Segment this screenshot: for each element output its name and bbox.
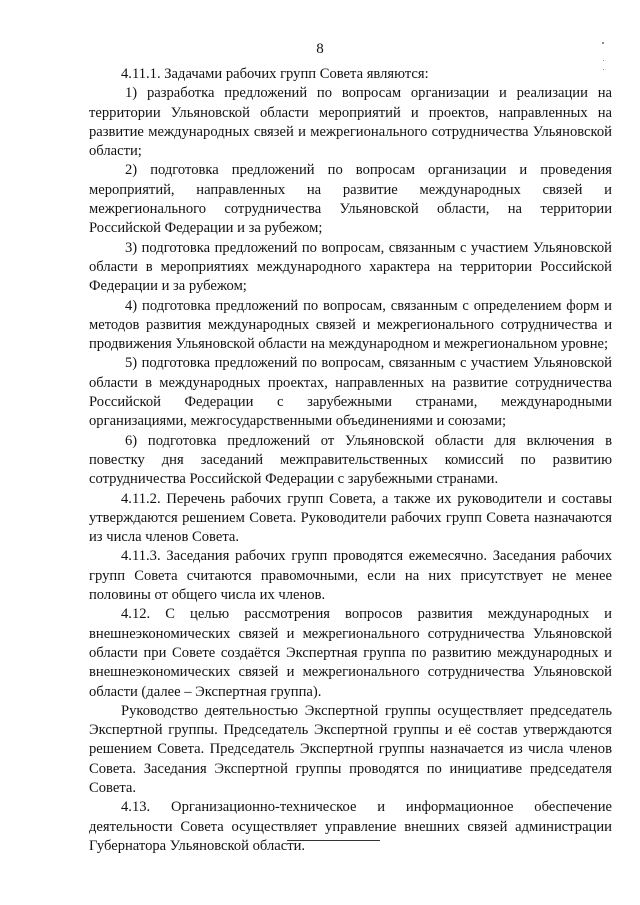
expert-group-leadership-paragraph: Руководство деятельностью Экспертной группы осуществляет председатель Экспертной группы. Председатель Экспертной группы и её состав утверждаются решением Совета. Председатель Экспертной группы назначается из числа членов Совета. Заседания Экспертной группы проводятся по инициативе председателя Совета. <box>89 702 612 796</box>
task-item-6: 6) подготовка предложений от Ульяновской области для включения в повестку дня заседаний межправительственных комиссий по развитию сотрудничества Российской Федерации с зарубежными странами. <box>89 432 612 488</box>
task-item-5: 5) подготовка предложений по вопросам, связанным с участием Ульяновской области в международных проектах, направленных на развитие сотрудничества Российской Федерации с зарубежными странами, международными организациями, межгосударственными объединениями и союзами; <box>89 355 612 430</box>
end-of-text-rule <box>287 840 380 841</box>
task-item-1: 1) разработка предложений по вопросам организации и реализации на территории Ульяновской области мероприятий и проектов, направленных на развитие международных связей и межрегионального сотрудничества Ульяновской области; <box>89 85 612 160</box>
scan-speck <box>603 60 604 61</box>
page-number: 8 <box>316 41 324 57</box>
clause-4-12: 4.12. С целью рассмотрения вопросов развития международных и внешнеэкономических связей и межрегионального сотрудничества Ульяновской области при Совете создаётся Экспертная группа по развитию международных и внешнеэкономических связей и межрегионального сотрудничества Ульяновской области (далее – Экспертная группа). <box>89 606 612 700</box>
document-body <box>89 65 612 856</box>
scan-speck <box>602 42 604 44</box>
clause-4-11-2: 4.11.2. Перечень рабочих групп Совета, а также их руководители и составы утверждаются решением Совета. Руководители рабочих групп Совета назначаются из числа членов Совета. <box>89 490 612 546</box>
task-item-4: 4) подготовка предложений по вопросам, связанным с определением форм и методов развития международных связей и межрегионального сотрудничества и продвижения Ульяновской области на международном и межрегиональном уровне; <box>89 297 612 353</box>
clause-4-13: 4.13. Организационно-техническое и информационное обеспечение деятельности Совета осуществляет управление внешних связей администрации Губернатора Ульяновской области. <box>89 799 612 854</box>
clause-4-11-1: 4.11.1. Задачами рабочих групп Совета являются: <box>121 66 429 82</box>
task-item-3: 3) подготовка предложений по вопросам, связанным с участием Ульяновской области в мероприятиях международного характера на территории Российской Федерации и за рубежом; <box>89 239 612 295</box>
task-item-2: 2) подготовка предложений по вопросам организации и проведения мероприятий, направленных на развитие международных связей и межрегионального сотрудничества Ульяновской области, на территории Российской Федерации и за рубежом; <box>89 162 612 237</box>
clause-4-11-3: 4.11.3. Заседания рабочих групп проводятся ежемесячно. Заседания рабочих групп Совета считаются правомочными, если на них присутствует не менее половины от общего числа их членов. <box>89 548 612 604</box>
